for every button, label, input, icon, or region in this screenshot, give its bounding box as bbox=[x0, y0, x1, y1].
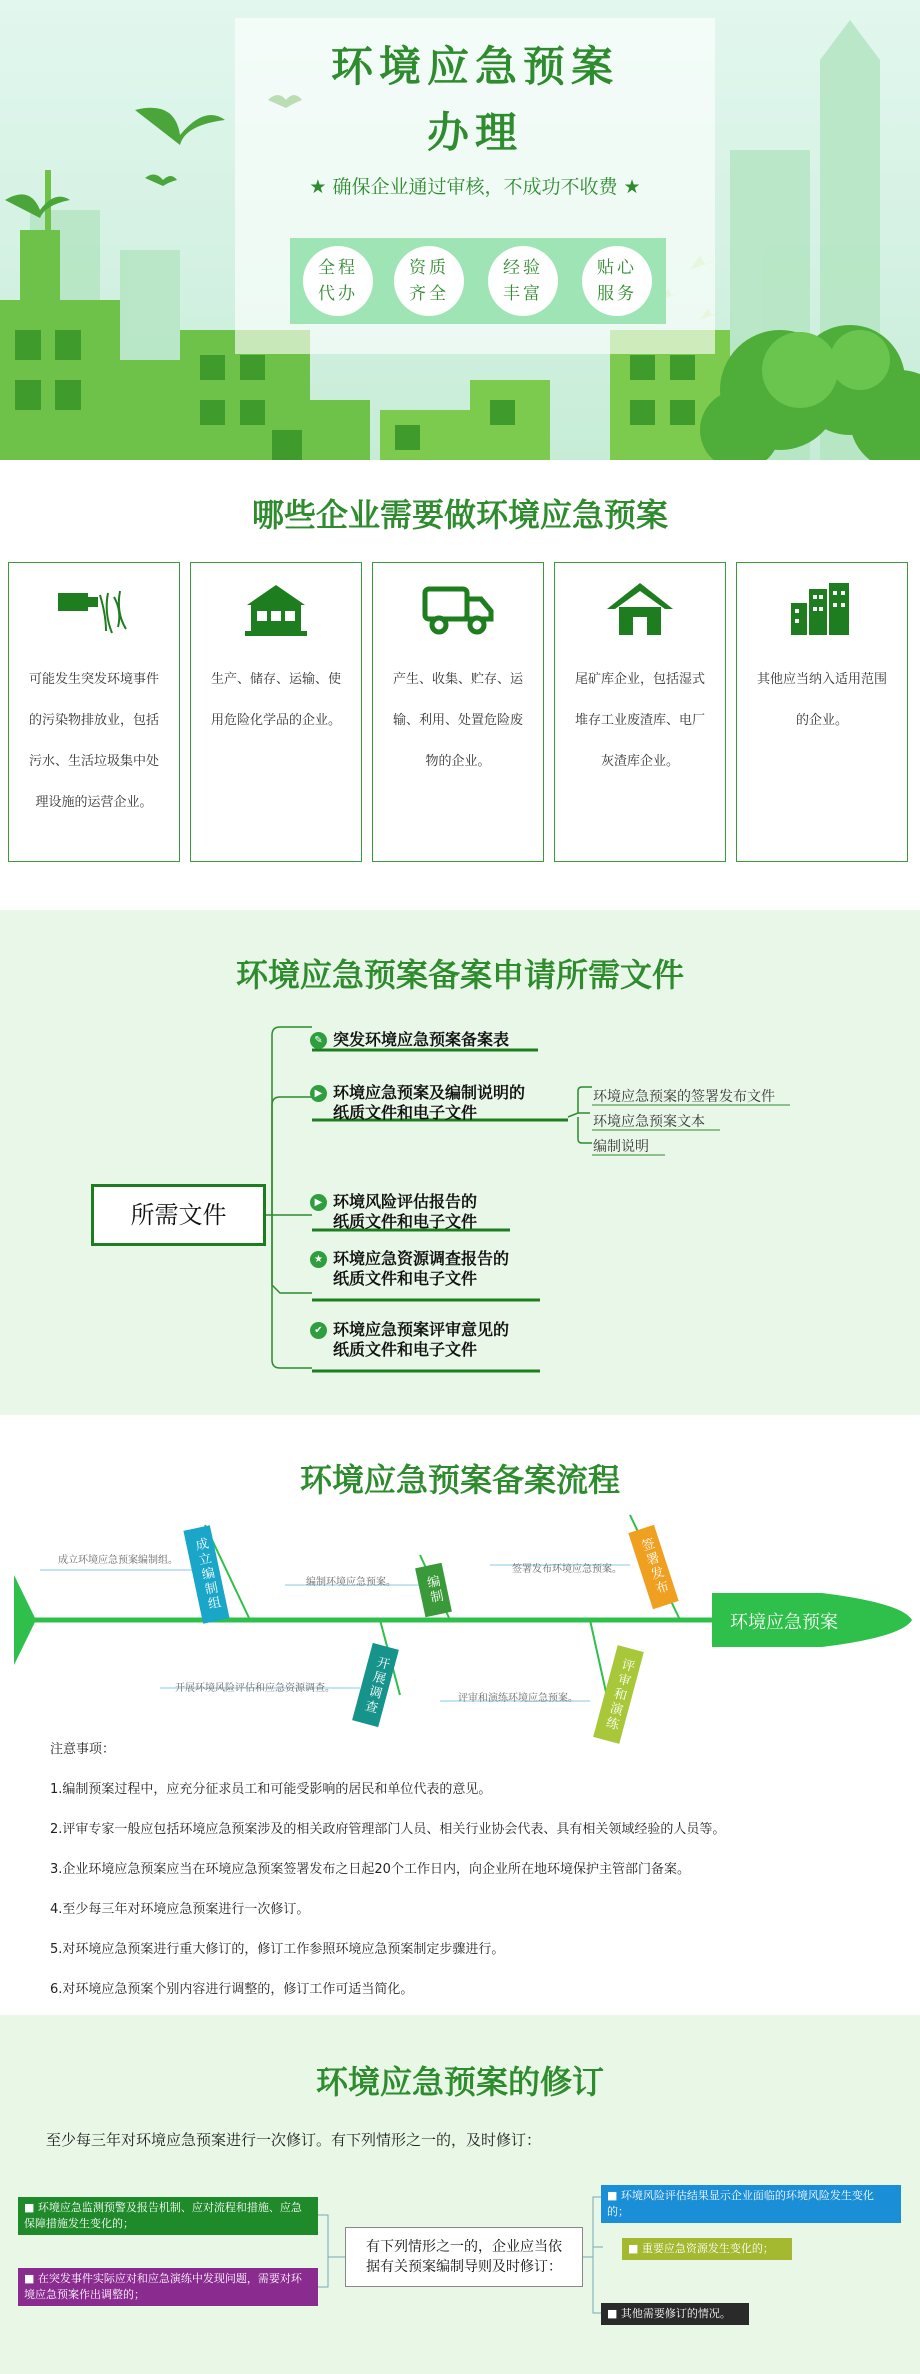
flag-icon: ▶ bbox=[310, 1194, 327, 1211]
section-title: 环境应急预案的修订 bbox=[315, 2063, 604, 2101]
hero-banner bbox=[0, 0, 920, 460]
revision-condition: ■ 环境应急监测预警及报告机制、应对流程和措施、应急保障措施发生变化的； bbox=[18, 2197, 318, 2235]
enterprise-card: 产生、收集、贮存、运输、利用、处置危险废物的企业。 bbox=[372, 562, 544, 862]
branch-risk-report: ▶ 环境风险评估报告的 纸质文件和电子文件 bbox=[310, 1192, 477, 1232]
note-item: 3.企业环境应急预案应当在环境应急预案签署发布之日起20个工作日内，向企业所在地环境保护主管部门备案。 bbox=[50, 1862, 690, 1877]
sub-item: 编制说明 bbox=[593, 1139, 649, 1155]
step-tag-draft: 编制 bbox=[415, 1563, 452, 1618]
hero-title-line2: 办理 bbox=[426, 108, 523, 157]
branch-plan-docs: ▶ 环境应急预案及编制说明的 纸质文件和电子文件 bbox=[310, 1083, 525, 1123]
branch-resource-report: ★ 环境应急资源调查报告的 纸质文件和电子文件 bbox=[310, 1249, 509, 1289]
note-item: 1.编制预案过程中，应充分征求员工和可能受影响的居民和单位代表的意见。 bbox=[50, 1782, 492, 1797]
revision-condition: ■ 其他需要修订的情况。 bbox=[601, 2303, 749, 2325]
buildings-icon bbox=[787, 581, 857, 637]
branch-review-opinion: ✔ 环境应急预案评审意见的 纸质文件和电子文件 bbox=[310, 1320, 509, 1360]
note-item: 4.至少每三年对环境应急预案进行一次修订。 bbox=[50, 1902, 310, 1917]
badge-experienced: 经验 丰富 bbox=[488, 246, 558, 316]
truck-icon bbox=[421, 581, 495, 637]
step-tag-survey: 开展调查 bbox=[352, 1643, 399, 1727]
step-tag-form-team: 成立编制组 bbox=[183, 1525, 229, 1624]
step-desc: 编制环境应急预案。 bbox=[306, 1577, 396, 1588]
who-needs-section bbox=[0, 460, 920, 910]
step-tag-sign: 签署发布 bbox=[628, 1525, 678, 1609]
faucet-icon bbox=[56, 581, 132, 637]
enterprise-card: 其他应当纳入适用范围的企业。 bbox=[736, 562, 908, 862]
badge-considerate: 贴心 服务 bbox=[582, 246, 652, 316]
hero-title-line1: 环境应急预案 bbox=[330, 42, 619, 91]
badge-full-service: 全程 代办 bbox=[303, 246, 373, 316]
sub-item: 环境应急预案的签署发布文件 bbox=[593, 1089, 775, 1105]
branch-filing-form: ✎ 突发环境应急预案备案表 bbox=[310, 1030, 509, 1050]
revision-intro: 至少每三年对环境应急预案进行一次修订。有下列情形之一的，及时修订： bbox=[46, 2131, 542, 2149]
step-desc: 评审和演练环境应急预案。 bbox=[458, 1693, 578, 1704]
revision-condition: ■ 环境风险评估结果显示企业面临的环境风险发生变化的； bbox=[601, 2185, 901, 2223]
notes-title: 注意事项： bbox=[50, 1742, 116, 1757]
check-circle-icon: ✔ bbox=[310, 1322, 327, 1339]
revision-condition: ■ 重要应急资源发生变化的； bbox=[622, 2238, 792, 2260]
enterprise-card: 生产、储存、运输、使用危险化学品的企业。 bbox=[190, 562, 362, 862]
edit-icon: ✎ bbox=[310, 1032, 327, 1049]
note-item: 5.对环境应急预案进行重大修订的，修订工作参照环境应急预案制定步骤进行。 bbox=[50, 1942, 505, 1957]
star-icon: ★ bbox=[310, 1251, 327, 1268]
revision-condition: ■ 在突发事件实际应对和应急演练中发现问题，需要对环境应急预案作出调整的； bbox=[18, 2268, 318, 2306]
step-desc: 签署发布环境应急预案。 bbox=[512, 1564, 622, 1575]
badge-qualified: 资质 齐全 bbox=[394, 246, 464, 316]
fish-head-label: 环境应急预案 bbox=[730, 1612, 838, 1633]
feature-badges bbox=[290, 238, 666, 324]
required-files-section bbox=[0, 910, 920, 1415]
step-desc: 成立环境应急预案编制组。 bbox=[58, 1555, 178, 1566]
note-item: 2.评审专家一般应包括环境应急预案涉及的相关政府管理部门人员、相关行业协会代表、具有相关领域经验的人员等。 bbox=[50, 1822, 726, 1837]
section-title: 环境应急预案备案申请所需文件 bbox=[235, 956, 684, 994]
filing-process-section bbox=[0, 1415, 920, 2015]
factory-icon bbox=[241, 581, 311, 637]
revision-center-node: 有下列情形之一的，企业应当依 据有关预案编制导则及时修订： bbox=[345, 2227, 583, 2287]
section-title: 环境应急预案备案流程 bbox=[299, 1461, 620, 1499]
step-desc: 开展环境风险评估和应急资源调查。 bbox=[175, 1683, 335, 1694]
section-title: 哪些企业需要做环境应急预案 bbox=[251, 496, 668, 534]
root-node: 所需文件 bbox=[91, 1184, 266, 1246]
enterprise-card: 可能发生突发环境事件的污染物排放业，包括污水、生活垃圾集中处理设施的运营企业。 bbox=[8, 562, 180, 862]
sub-item: 环境应急预案文本 bbox=[593, 1114, 705, 1130]
revision-section bbox=[0, 2015, 920, 2374]
hero-subtitle: ★ 确保企业通过审核，不成功不收费 ★ bbox=[309, 176, 641, 198]
enterprise-card: 尾矿库企业，包括湿式堆存工业废渣库、电厂灰渣库企业。 bbox=[554, 562, 726, 862]
house-icon bbox=[605, 581, 675, 637]
play-circle-icon: ▶ bbox=[310, 1085, 327, 1102]
note-item: 6.对环境应急预案个别内容进行调整的，修订工作可适当简化。 bbox=[50, 1982, 414, 1997]
step-tag-review: 评审和演练 bbox=[593, 1645, 644, 1744]
